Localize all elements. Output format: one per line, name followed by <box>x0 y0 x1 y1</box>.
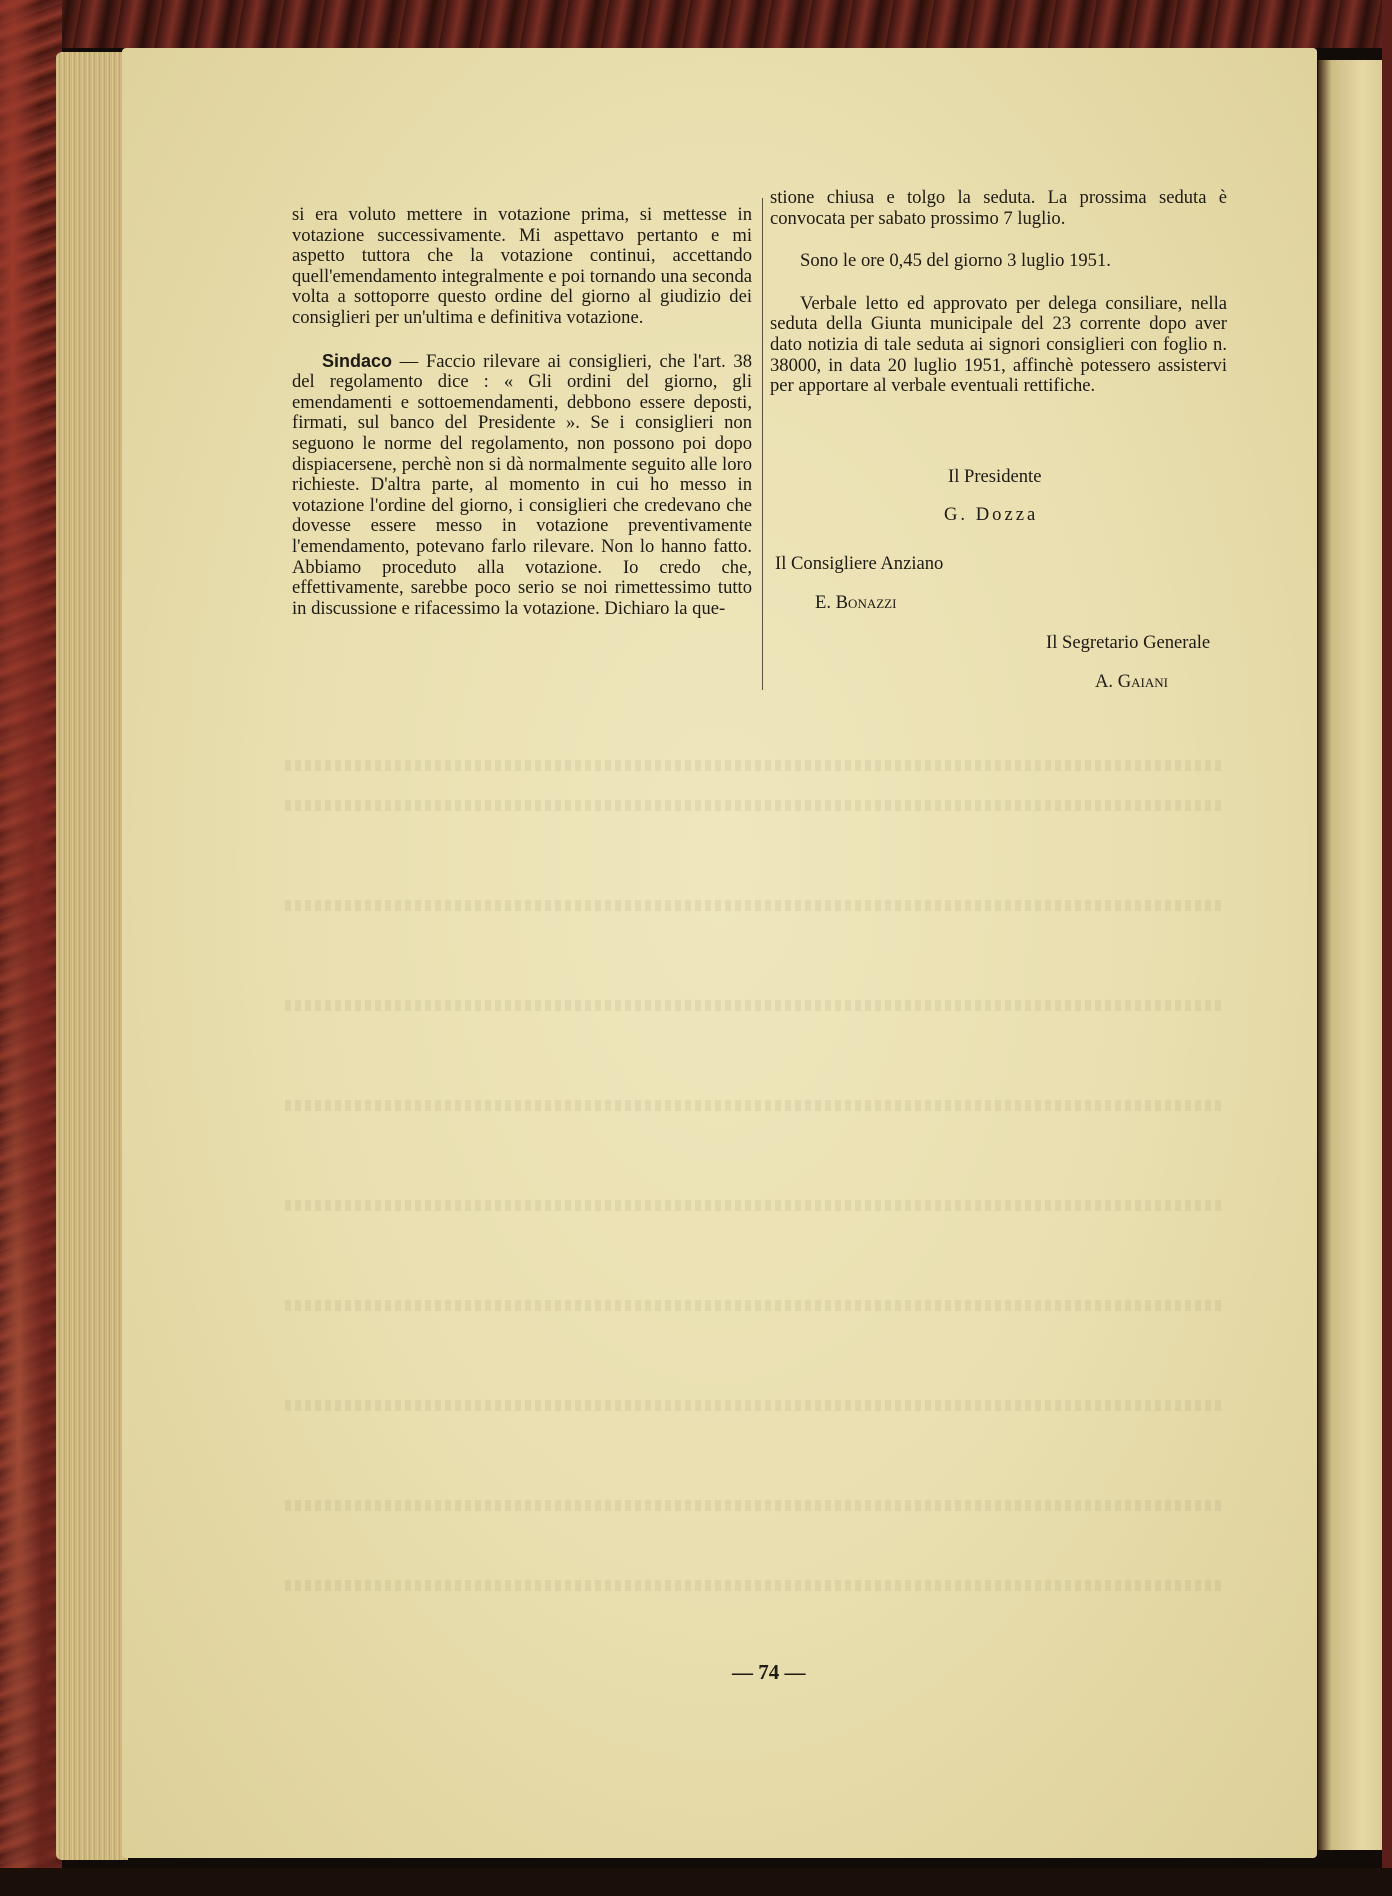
speaker-label: Sindaco <box>322 350 393 371</box>
paragraph-continuation: si era voluto mettere in votazione prima, si mettesse in votazione successivamente. Mi aspettavo pertanto e mi aspetto tuttora che la votazione continui, accettando quell'emendamento integralmente e poi tornando una seconda volta a sottoporre questo ordine del giorno al giudizio dei consiglieri per un'ultima e definitiva votazione. <box>292 204 752 328</box>
bleed-through <box>285 1400 1225 1411</box>
bleed-through <box>285 1300 1225 1311</box>
bleed-through <box>285 760 1225 771</box>
secretary-name: A. Gaiani <box>1095 671 1168 692</box>
right-text-column <box>770 188 1227 397</box>
left-text-column <box>292 205 752 619</box>
speaker-text: — Faccio rilevare ai consiglieri, che l'art. 38 del regolamento dice : « Gli ordini del giorno, gli emendamenti e sottoemendamenti, debbono essere deposti, firmati, sul banco del Presidente ». Se i consiglieri non seguono le norme del regolamento, non possono poi dopo dispiacersene, perchè non si dà normalmente seguito alle loro richieste. D'altra parte, al momento in cui ho messo in votazione l'ordine del giorno, i consiglieri che credevano che dovesse essere messo in votazione preventivamente l'emendamento, potevano farlo rilevare. Non lo hanno fatto. Abbiamo proceduto alla votazione. Io credo che, effettivamente, sarebbe poco serio se noi rimettessimo tutto in discussione e rifacessimo la votazione. Dichiaro la que- <box>292 350 752 619</box>
paragraph-closing: stione chiusa e tolgo la seduta. La prossima seduta è convocata per sabato prossimo 7 luglio. <box>770 187 1227 229</box>
bleed-through <box>285 800 1225 811</box>
paragraph-approval: Verbale letto ed approvato per delega consiliare, nella seduta della Giunta municipale del 23 corrente dopo aver dato notizia di tale seduta ai signori consiglieri con foglio n. 38000, in data 20 luglio 1951, affinchè potessero assistervi per apportare al verbale eventuali rettifiche. <box>770 292 1227 397</box>
page-number: — 74 — <box>732 1660 806 1684</box>
elder-name: E. Bonazzi <box>815 592 897 613</box>
column-divider <box>762 198 763 690</box>
bleed-through <box>285 1100 1225 1111</box>
bleed-through <box>285 900 1225 911</box>
binding-bottom-edge <box>0 1868 1392 1896</box>
secretary-title: Il Segretario Generale <box>1046 632 1211 653</box>
bleed-through <box>285 1200 1225 1211</box>
paragraph-sindaco <box>292 351 752 620</box>
elder-title: Il Consigliere Anziano <box>775 553 944 574</box>
president-name: G. Dozza <box>944 504 1039 525</box>
paragraph-time: Sono le ore 0,45 del giorno 3 luglio 1951. <box>800 250 1111 272</box>
bleed-through <box>285 1500 1225 1511</box>
president-title: Il Presidente <box>948 466 1042 487</box>
bleed-through <box>285 1580 1225 1591</box>
facing-page-edge <box>1318 60 1392 1850</box>
page-edges <box>56 52 128 1860</box>
bleed-through <box>285 1000 1225 1011</box>
binding-top-edge <box>0 0 1392 48</box>
marbled-binding-left <box>0 0 62 1896</box>
binding-right-edge <box>1382 0 1392 1896</box>
